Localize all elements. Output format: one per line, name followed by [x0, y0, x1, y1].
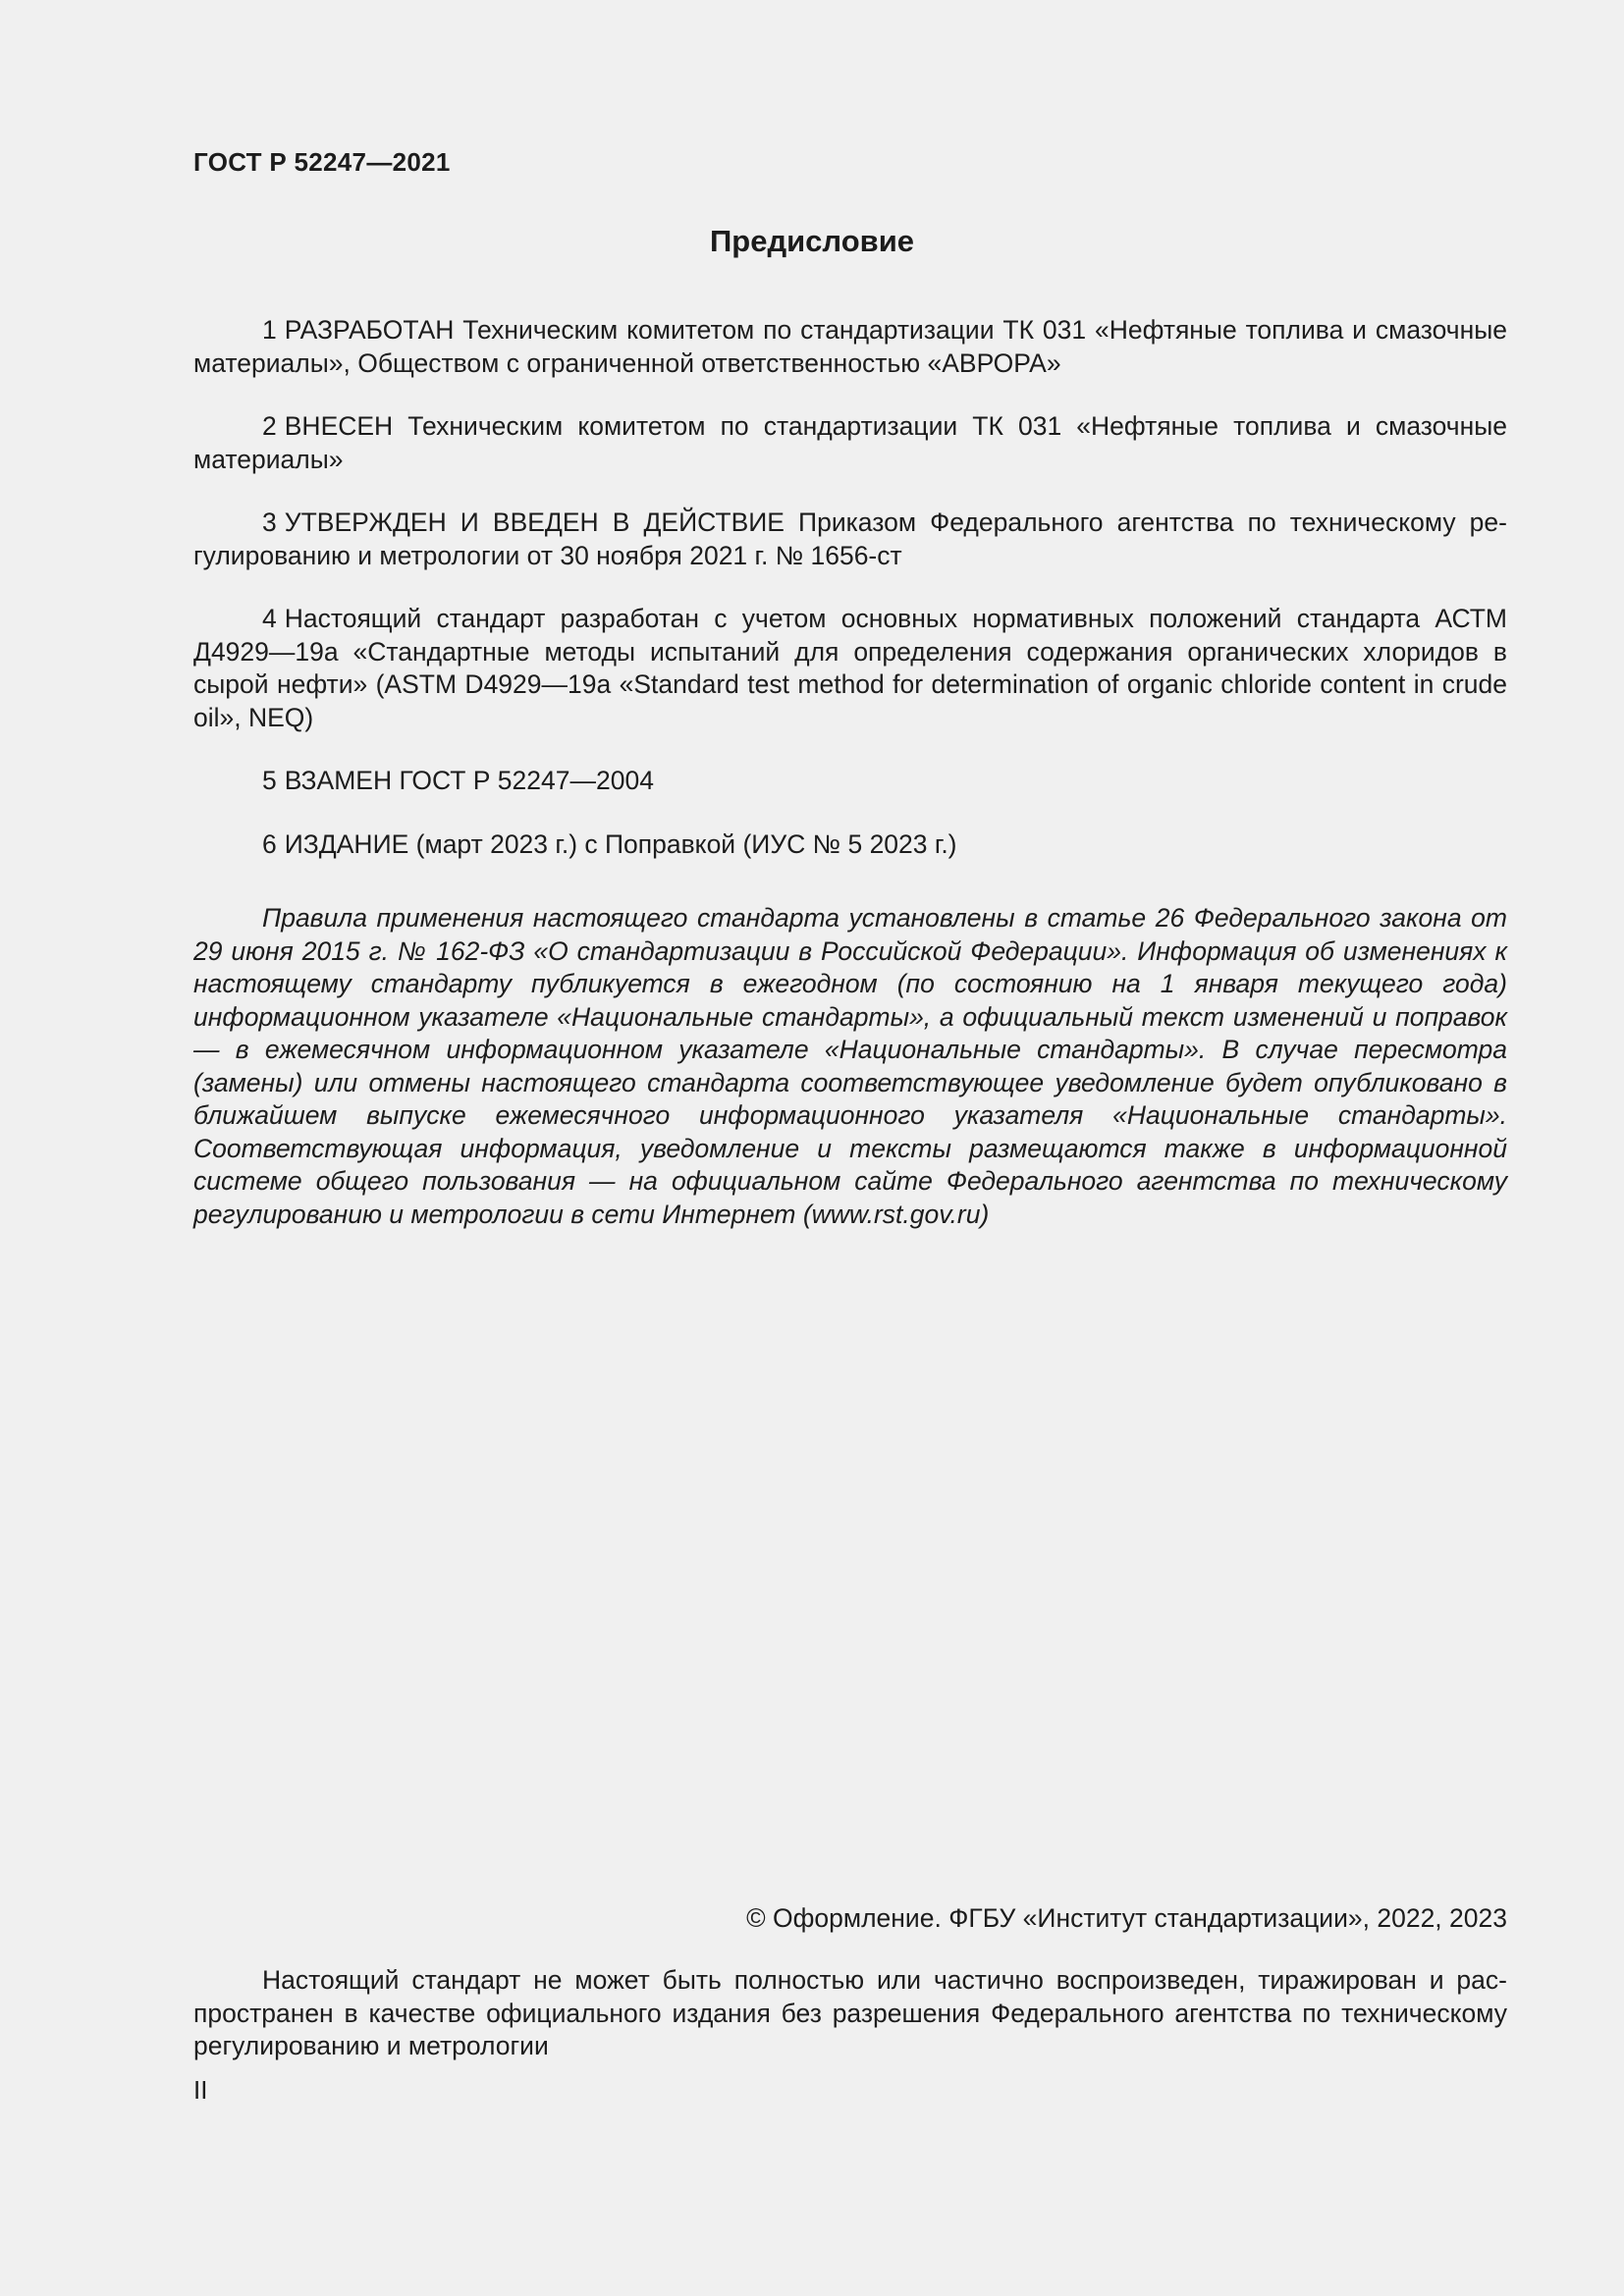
item-number: 2: [262, 411, 277, 441]
reproduction-notice: Настоящий стандарт не может быть полностью или частично воспроизведен, тиражирован и распространен в качестве официального издания без разрешения Федерального агентства по техническому регулированию и метрологии: [193, 1965, 1507, 2060]
rules-note: Правила применения настоящего стандарта установлены в статье 26 Федерального закона от 29 июня 2015 г. № 162-ФЗ «О стандартизации в Российской Федерации». Информация об изменениях к настоящему стандарту публикуется в ежегодном (по состоянию на 1 января текущего года) информационном указателе «Национальные стандарты», а официальный текст изменений и поправок — в ежемесячном информационном указателе «Национальные стандарты». В случае пересмотра (замены) или отмены настоящего стандарта соответствующее уведомление будет опубликовано в ближайшем выпуске ежемесячного информационного указателя «Национальные стандарты». Соответствующая информация, уведомление и тексты размещаются также в информационной системе общего пользования — на официальном сайте Федерального агентства по техническому регулированию и метрологии в сети Интернет (www.rst.gov.ru): [193, 903, 1507, 1229]
foreword-item-3: [193, 507, 1507, 572]
item-number: 5: [262, 766, 277, 795]
item-number: 6: [262, 828, 277, 859]
foreword-content: [193, 314, 1507, 1261]
item-text: Настоящий стандарт разработан с учетом основных нормативных положений стандарта АСТМ Д4929—19а «Стандартные методы испытаний для определения содержания органических хлоридов в сырой нефти» (ASTM D4929—19a «Standard test method for determination of organic chloride content in crude oil», NEQ): [193, 604, 1507, 732]
foreword-item-5: [193, 765, 1507, 798]
item-text: ВНЕСЕН Техническим комитетом по стандартизации ТК 031 «Нефтяные топлива и смазочные материалы»: [193, 411, 1507, 474]
page-number: II: [193, 2075, 208, 2105]
page-title: Предисловие: [709, 224, 914, 258]
item-text: РАЗРАБОТАН Техническим комитетом по стандартизации ТК 031 «Нефтяные топлива и смазочные материалы», Обществом с ограниченной ответственностью «АВРОРА»: [193, 315, 1507, 378]
copyright-line: © Оформление. ФГБУ «Институт стандартизации», 2022, 2023: [746, 1903, 1507, 1933]
item-number: 4: [262, 604, 277, 633]
foreword-item-2: [193, 410, 1507, 476]
item-text: УТВЕРЖДЕН И ВВЕДЕН В ДЕЙСТВИЕ Приказом Федерального агентства по техническому регулированию и метрологии от 30 ноября 2021 г. № 1656-ст: [193, 507, 1507, 570]
item-text: ИЗДАНИЕ (март 2023 г.) с Поправкой (ИУС № 5 2023 г.): [284, 828, 957, 859]
document-code: ГОСТ Р 52247—2021: [193, 147, 451, 177]
item-number: 1: [262, 315, 277, 345]
item-text: ВЗАМЕН ГОСТ Р 52247—2004: [284, 766, 654, 795]
item-number: 3: [262, 507, 277, 537]
foreword-item-6: [193, 828, 1507, 862]
foreword-item-4: [193, 603, 1507, 734]
foreword-item-1: [193, 314, 1507, 380]
